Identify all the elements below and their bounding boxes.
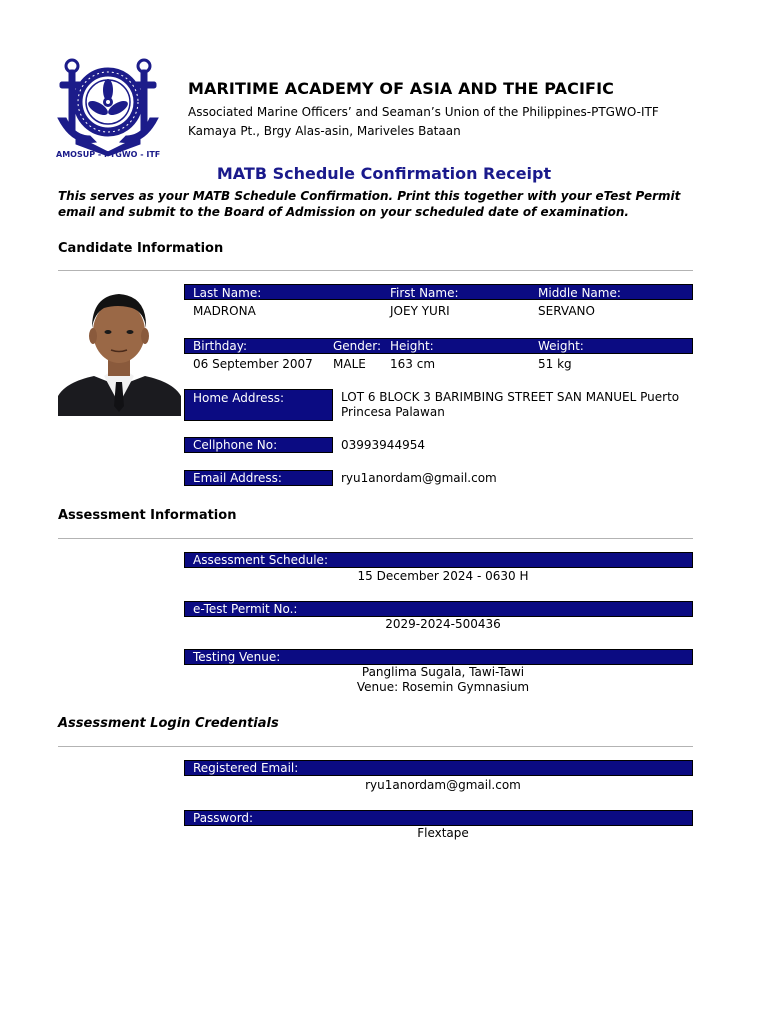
anchor-emblem-icon bbox=[56, 56, 160, 164]
last-name-label: Last Name: bbox=[193, 286, 262, 300]
divider bbox=[58, 270, 693, 271]
assessment-section-title: Assessment Information bbox=[58, 508, 237, 523]
school-name: MARITIME ACADEMY OF ASIA AND THE PACIFIC bbox=[188, 79, 614, 98]
weight-label: Weight: bbox=[538, 339, 584, 353]
receipt-instructions: This serves as your MATB Schedule Confirmation. Print this together with your eTest Permit email and submit to the Board of Admission on your scheduled date of examination. bbox=[58, 189, 681, 219]
candidate-section-title: Candidate Information bbox=[58, 241, 224, 256]
gender-label: Gender: bbox=[333, 339, 382, 353]
password-label-bar bbox=[184, 810, 693, 826]
height-value: 163 cm bbox=[390, 357, 436, 371]
venue-label: Testing Venue: bbox=[193, 650, 281, 664]
weight-value: 51 kg bbox=[538, 357, 572, 371]
receipt-title: MATB Schedule Confirmation Receipt bbox=[216, 164, 552, 183]
email-value: ryu1anordam@gmail.com bbox=[341, 471, 497, 485]
schedule-label: Assessment Schedule: bbox=[193, 553, 328, 567]
home-address-value: LOT 6 BLOCK 3 BARIMBING STREET SAN MANUEL Puerto Princesa Palawan bbox=[341, 390, 680, 419]
first-name-value: JOEY YURI bbox=[390, 304, 450, 318]
birthday-label: Birthday: bbox=[193, 339, 248, 353]
home-address-label: Home Address: bbox=[193, 391, 285, 405]
details-label-bar bbox=[184, 338, 693, 354]
permit-label: e-Test Permit No.: bbox=[193, 602, 298, 616]
union-name: Associated Marine Officers’ and Seaman’s Union of the Philippines-PTGWO-ITF bbox=[188, 105, 659, 119]
permit-value: 2029-2024-500436 bbox=[385, 617, 501, 631]
gender-value: MALE bbox=[333, 357, 366, 371]
schedule-value: 15 December 2024 - 0630 H bbox=[357, 569, 529, 583]
credentials-section-title: Assessment Login Credentials bbox=[58, 716, 279, 731]
candidate-photo bbox=[58, 286, 181, 416]
registered-email-label: Registered Email: bbox=[193, 761, 299, 775]
first-name-label: First Name: bbox=[390, 286, 459, 300]
middle-name-label: Middle Name: bbox=[538, 286, 621, 300]
password-value: Flextape bbox=[417, 826, 469, 840]
last-name-value: MADRONA bbox=[193, 304, 256, 318]
email-label: Email Address: bbox=[193, 471, 282, 485]
birthday-value: 06 September 2007 bbox=[193, 357, 313, 371]
password-label: Password: bbox=[193, 811, 254, 825]
venue-location: Panglima Sugala, Tawi-Tawi bbox=[361, 665, 525, 679]
registered-email-value: ryu1anordam@gmail.com bbox=[365, 778, 521, 792]
school-address: Kamaya Pt., Brgy Alas-asin, Mariveles Bataan bbox=[188, 124, 461, 138]
academy-logo bbox=[56, 56, 160, 164]
venue-name: Venue: Rosemin Gymnasium bbox=[356, 680, 530, 694]
divider bbox=[58, 746, 693, 747]
logo-caption: AMOSUP - PTGWO - ITF bbox=[56, 150, 161, 159]
middle-name-value: SERVANO bbox=[538, 304, 595, 318]
cellphone-value: 03993944954 bbox=[341, 438, 425, 452]
height-label: Height: bbox=[390, 339, 434, 353]
cellphone-label: Cellphone No: bbox=[193, 438, 278, 452]
divider bbox=[58, 538, 693, 539]
